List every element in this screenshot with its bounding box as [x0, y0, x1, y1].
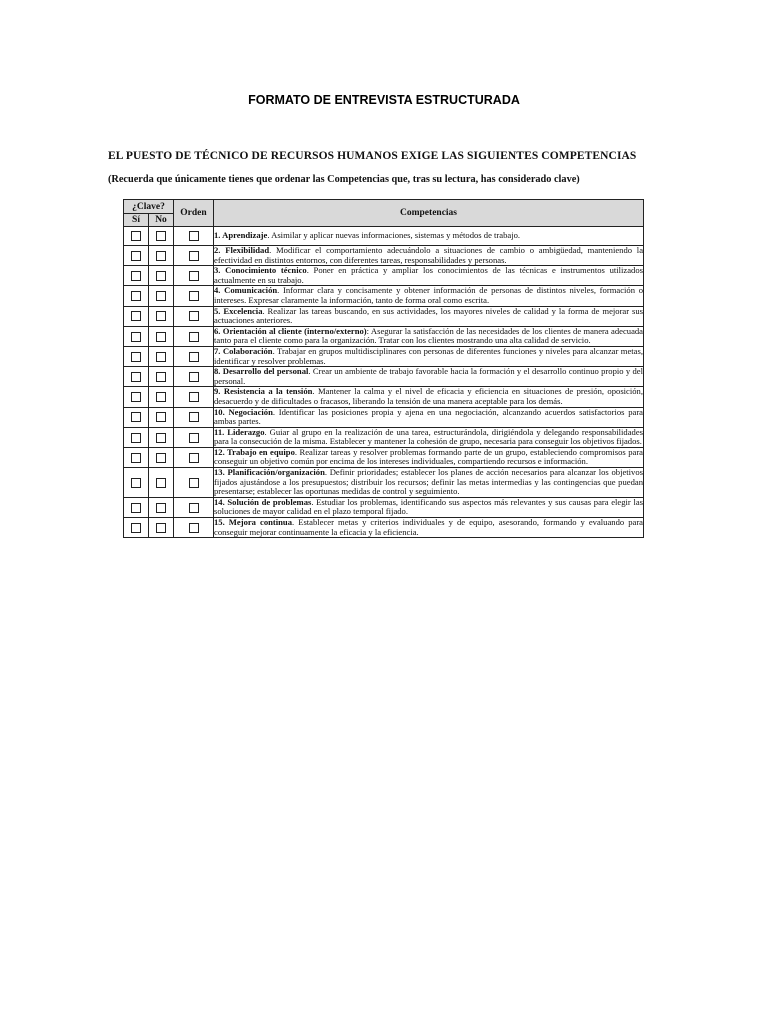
si-cell — [124, 227, 149, 246]
table-row — [124, 447, 644, 467]
competency-cell — [214, 266, 644, 286]
orden-checkbox[interactable] — [189, 372, 199, 382]
table-body — [124, 227, 644, 538]
table-row — [124, 367, 644, 387]
si-checkbox[interactable] — [131, 392, 141, 402]
competency-name: 15. Mejora continua — [214, 517, 293, 528]
si-cell — [124, 246, 149, 266]
orden-checkbox[interactable] — [189, 478, 199, 488]
competency-description: . Crear un ambiente de trabajo favorable hacia la formación y el desarrollo continuo propio y del personal. — [214, 366, 643, 386]
table-row — [124, 326, 644, 346]
si-header: Sí — [124, 214, 149, 227]
competency-cell — [214, 286, 644, 306]
table-header-row — [124, 200, 644, 214]
orden-checkbox[interactable] — [189, 453, 199, 463]
no-cell — [149, 468, 174, 498]
si-checkbox[interactable] — [131, 231, 141, 241]
no-cell — [149, 518, 174, 538]
table-row — [124, 518, 644, 538]
competency-name: 12. Trabajo en equipo — [214, 446, 295, 457]
si-checkbox[interactable] — [131, 311, 141, 321]
no-checkbox[interactable] — [156, 433, 166, 443]
si-cell — [124, 468, 149, 498]
si-cell — [124, 286, 149, 306]
orden-checkbox[interactable] — [189, 332, 199, 342]
no-cell — [149, 447, 174, 467]
no-cell — [149, 427, 174, 447]
orden-cell — [174, 497, 214, 517]
competency-description: . Definir prioridades; establecer los planes de acción necesarios para alcanzar los objetivos fijados ajustándose a los presupuestos; distribuir los recursos; definir las metas intermedias y las contingencias que puedan presentarse; establecer las oportunas medidas de control y seguimiento. — [214, 467, 643, 497]
competency-cell — [214, 518, 644, 538]
table-row — [124, 266, 644, 286]
competency-name: 11. Liderazgo — [214, 426, 265, 437]
si-checkbox[interactable] — [131, 523, 141, 533]
no-checkbox[interactable] — [156, 412, 166, 422]
table-row — [124, 306, 644, 326]
orden-checkbox[interactable] — [189, 392, 199, 402]
orden-cell — [174, 367, 214, 387]
no-checkbox[interactable] — [156, 332, 166, 342]
orden-cell — [174, 346, 214, 366]
no-checkbox[interactable] — [156, 392, 166, 402]
si-cell — [124, 306, 149, 326]
orden-checkbox[interactable] — [189, 503, 199, 513]
competencies-table — [123, 199, 644, 538]
orden-cell — [174, 407, 214, 427]
orden-header: Orden — [174, 200, 214, 227]
table-row — [124, 468, 644, 498]
competency-description: : Asegurar la satisfacción de las necesidades de los clientes de manera adecuada tanto para el cliente como para la organización. Tratar con los clientes mostrando una alta calidad de servicio. — [214, 325, 643, 346]
si-checkbox[interactable] — [131, 372, 141, 382]
si-checkbox[interactable] — [131, 271, 141, 281]
si-cell — [124, 367, 149, 387]
competency-name: 6. Orientación al cliente (interno/externo) — [214, 325, 367, 336]
competency-cell — [214, 427, 644, 447]
si-cell — [124, 427, 149, 447]
competency-name: 13. Planificación/organización — [214, 467, 325, 478]
orden-cell — [174, 266, 214, 286]
si-checkbox[interactable] — [131, 251, 141, 261]
competency-name: 5. Excelencia — [214, 305, 263, 316]
orden-checkbox[interactable] — [189, 231, 199, 241]
orden-checkbox[interactable] — [189, 433, 199, 443]
orden-checkbox[interactable] — [189, 271, 199, 281]
no-cell — [149, 286, 174, 306]
no-cell — [149, 266, 174, 286]
orden-cell — [174, 306, 214, 326]
no-checkbox[interactable] — [156, 271, 166, 281]
competency-description: . Identificar las posiciones propia y ajena en una negociación, alcanzando acuerdos satisfactorios para ambas partes. — [214, 406, 643, 427]
competency-description: . Mantener la calma y el nivel de eficacia y eficiencia en situaciones de presión, oposición, desacuerdo y de dificultades o fracasos, liberando la tensión de una manera aceptable para los demás. — [214, 386, 643, 406]
competency-name: 8. Desarrollo del personal — [214, 366, 309, 377]
no-checkbox[interactable] — [156, 503, 166, 513]
competency-name: 10. Negociación — [214, 406, 273, 417]
table-row — [124, 497, 644, 517]
si-cell — [124, 346, 149, 366]
orden-checkbox[interactable] — [189, 311, 199, 321]
si-checkbox[interactable] — [131, 291, 141, 301]
orden-checkbox[interactable] — [189, 412, 199, 422]
competency-description: . Guiar al grupo en la realización de una tarea, estructurándola, dirigiéndola y delegando responsabilidades para la consecución de la misma. Establecer y mantener la cohesión de grupo, necesaria para conseguir los objetivos fijados. — [214, 426, 644, 447]
table-row — [124, 246, 644, 266]
competency-cell — [214, 246, 644, 266]
si-cell — [124, 326, 149, 346]
table-row — [124, 286, 644, 306]
competency-name: 7. Colaboración — [214, 345, 273, 356]
competency-name: 9. Resistencia a la tensión — [214, 386, 313, 397]
si-checkbox[interactable] — [131, 453, 141, 463]
competency-cell — [214, 346, 644, 366]
no-checkbox[interactable] — [156, 372, 166, 382]
no-checkbox[interactable] — [156, 352, 166, 362]
si-cell — [124, 266, 149, 286]
competency-cell — [214, 497, 644, 517]
competency-description: . Poner en práctica y ampliar los conocimientos de las técnicas e instrumentos utilizados actualmente en su trabajo. — [214, 265, 643, 285]
orden-cell — [174, 326, 214, 346]
competency-description: . Realizar tareas y resolver problemas formando parte de un grupo, estableciendo compromisos para conseguir un objetivo común por encima de los intereses individuales, compartiendo recursos e información. — [214, 446, 643, 467]
si-checkbox[interactable] — [131, 332, 141, 342]
no-checkbox[interactable] — [156, 291, 166, 301]
orden-cell — [174, 427, 214, 447]
no-cell — [149, 326, 174, 346]
section-heading: EL PUESTO DE TÉCNICO DE RECURSOS HUMANOS EXIGE LAS SIGUIENTES COMPETENCIAS — [108, 150, 637, 162]
table-row — [124, 346, 644, 366]
competency-name: 1. Aprendizaje — [214, 230, 268, 241]
no-header: No — [149, 214, 174, 227]
competency-description: . Modificar el comportamiento adecuándolo a situaciones de cambio o ambigüedad, manteniendo la efectividad en distintos entornos, con diferentes tareas, responsabilidades y personas. — [214, 245, 644, 265]
orden-checkbox[interactable] — [189, 523, 199, 533]
orden-cell — [174, 227, 214, 246]
orden-cell — [174, 518, 214, 538]
competency-name: 14. Solución de problemas — [214, 496, 312, 507]
table-row — [124, 227, 644, 246]
table-row — [124, 407, 644, 427]
competency-name: 4. Comunicación — [214, 285, 278, 296]
orden-cell — [174, 447, 214, 467]
no-cell — [149, 306, 174, 326]
competency-cell — [214, 227, 644, 246]
orden-cell — [174, 286, 214, 306]
competency-description: . Asimilar y aplicar nuevas informaciones, sistemas y métodos de trabajo. — [267, 230, 521, 241]
orden-checkbox[interactable] — [189, 352, 199, 362]
no-checkbox[interactable] — [156, 523, 166, 533]
si-checkbox[interactable] — [131, 352, 141, 362]
competency-cell — [214, 468, 644, 498]
table-row — [124, 427, 644, 447]
orden-checkbox[interactable] — [189, 251, 199, 261]
competency-description: . Establecer metas y criterios individuales y de equipo, asesorando, formando y evaluando para conseguir mejorar continuamente la eficacia y la eficiencia. — [214, 517, 643, 537]
competency-cell — [214, 367, 644, 387]
competency-description: . Realizar las tareas buscando, en sus actividades, los mayores niveles de calidad y la forma de mejorar sus actuaciones anteriores. — [214, 305, 644, 326]
no-checkbox[interactable] — [156, 251, 166, 261]
competency-description: . Trabajar en grupos multidisciplinares con personas de diferentes funciones y niveles para alcanzar metas, identificar y resolver problemas. — [214, 345, 643, 366]
no-cell — [149, 346, 174, 366]
si-cell — [124, 407, 149, 427]
competency-name: 2. Flexibilidad — [214, 245, 270, 255]
orden-cell — [174, 387, 214, 407]
si-checkbox[interactable] — [131, 412, 141, 422]
competency-cell — [214, 326, 644, 346]
si-cell — [124, 447, 149, 467]
competency-name: 3. Conocimiento técnico — [214, 265, 307, 276]
no-cell — [149, 246, 174, 266]
no-checkbox[interactable] — [156, 231, 166, 241]
si-checkbox[interactable] — [131, 433, 141, 443]
orden-checkbox[interactable] — [189, 291, 199, 301]
orden-cell — [174, 468, 214, 498]
competency-description: . Informar clara y concisamente y obtener información de personas de distintos niveles, formación o intereses. Expresar claramente la información, tanto de forma oral como escrita. — [214, 285, 643, 305]
clave-header: ¿Clave? — [124, 200, 174, 214]
no-cell — [149, 497, 174, 517]
instruction-text: (Recuerda que únicamente tienes que ordenar las Competencias que, tras su lectura, has considerado clave) — [108, 174, 580, 185]
si-cell — [124, 518, 149, 538]
competency-cell — [214, 407, 644, 427]
no-checkbox[interactable] — [156, 311, 166, 321]
no-cell — [149, 407, 174, 427]
no-cell — [149, 367, 174, 387]
si-checkbox[interactable] — [131, 478, 141, 488]
si-checkbox[interactable] — [131, 503, 141, 513]
no-checkbox[interactable] — [156, 453, 166, 463]
no-cell — [149, 227, 174, 246]
si-cell — [124, 387, 149, 407]
competency-cell — [214, 306, 644, 326]
no-checkbox[interactable] — [156, 478, 166, 488]
no-cell — [149, 387, 174, 407]
orden-cell — [174, 246, 214, 266]
competency-description: . Estudiar los problemas, identificando sus aspectos más relevantes y sus causas para elegir las soluciones de mayor calidad en el plazo temporal fijado. — [214, 496, 643, 517]
table-row — [124, 387, 644, 407]
competency-cell — [214, 447, 644, 467]
si-cell — [124, 497, 149, 517]
competencias-header: Competencias — [214, 200, 644, 227]
competency-cell — [214, 387, 644, 407]
page-title: FORMATO DE ENTREVISTA ESTRUCTURADA — [248, 93, 520, 107]
